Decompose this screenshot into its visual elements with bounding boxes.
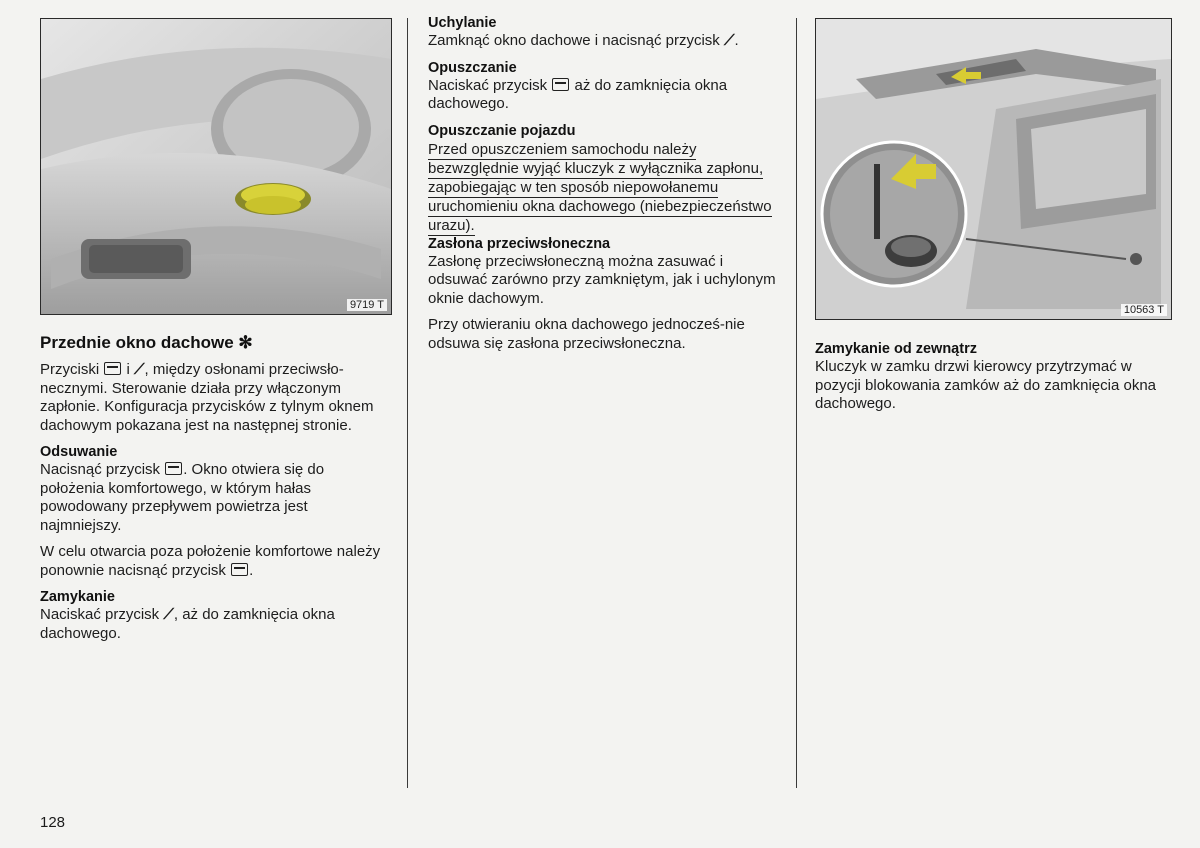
sunroof-tilt-icon: ⟋ (163, 606, 174, 623)
opuszczanie-paragraph (428, 77, 778, 114)
intro-paragraph (40, 361, 390, 435)
odsuwanie-paragraph-2 (40, 543, 390, 580)
sunroof-tilt-icon: ⟋ (723, 32, 735, 49)
zamykanie-text-1: Naciskać przycisk (40, 606, 160, 623)
optional-equipment-mark: ✻ (238, 333, 253, 352)
sunroof-slide-icon (104, 362, 121, 375)
figure-code: 9719 T (347, 299, 387, 311)
right-column (815, 340, 1170, 414)
sunroof-slide-icon (165, 462, 182, 475)
intro-text-1: Przyciski (40, 361, 100, 378)
sunroof-tilt-icon: ⟋ (134, 361, 145, 378)
car-door-lock-figure (815, 18, 1172, 320)
odsuwanie-text-1: Nacisnąć przycisk (40, 461, 161, 478)
odsuwanie-paragraph-1 (40, 461, 390, 535)
warning-paragraph (428, 140, 778, 235)
odsuwanie-text-2: . Okno otwiera się do położenia komfortowego, w którym hałas powodowany przepływem powietrza jest najmniejszy. (40, 461, 325, 534)
zamykanie-text-2: , aż do zamknięcia okna dachowego. (40, 606, 335, 642)
opuszczanie-text-2: aż do zamknięcia okna dachowego. (428, 76, 728, 112)
odsuwanie-text-3: W celu otwarcia poza położenie komfortowe należy ponownie nacisnąć przycisk (40, 543, 381, 579)
zamykanie-paragraph (40, 606, 390, 643)
intro-text-2: i (126, 361, 130, 378)
middle-column (428, 14, 778, 353)
roof-console-figure (40, 18, 392, 315)
uchylanie-paragraph (428, 32, 778, 51)
uchylanie-heading: Uchylanie (428, 15, 497, 31)
sunroof-close-icon (552, 78, 569, 91)
section-title (40, 333, 253, 353)
zamykanie-od-zewnatrz-paragraph: Kluczyk w zamku drzwi kierowcy przytrzymać w pozycji blokowania zamków aż do zamknięcia okna dachowego. (815, 358, 1157, 412)
roof-console-illustration (41, 19, 391, 314)
zaslona-paragraph-1: Zasłonę przeciwsłoneczną można zasuwać i odsuwać zarówno przy zamkniętym, jak i uchylonym oknie dachowym. (428, 252, 776, 307)
odsuwanie-heading: Odsuwanie (40, 444, 118, 460)
zamykanie-od-zewnatrz-heading: Zamykanie od zewnątrz (815, 341, 977, 357)
odsuwanie-text-4: . (249, 561, 254, 579)
intro-text-3: , między osłonami przeciwsło-necznymi. Sterowanie działa przy włączonym zapłonie. Konfiguracja przycisków z tylnym oknem dachowym pokazana jest na następnej stronie. (40, 361, 374, 434)
opuszczanie-heading: Opuszczanie (428, 59, 517, 76)
page-number: 128 (40, 814, 66, 831)
uchylanie-text-2: . (734, 32, 739, 49)
zaslona-heading: Zasłona przeciwsłoneczna (428, 235, 611, 252)
sunroof-slide-icon (231, 563, 248, 576)
warning-text: Przed opuszczeniem samochodu należy bezwzględnie wyjąć kluczyk z wyłącznika zapłonu, zapobiegając w ten sposób niepowołanemu uruchomieniu okna dachowego (niebezpieczeństwo urazu). (428, 140, 772, 234)
car-exterior-illustration (816, 19, 1171, 319)
column-divider (407, 18, 408, 788)
opuszczanie-pojazdu-heading: Opuszczanie pojazdu (428, 122, 576, 139)
intro-block (40, 361, 390, 643)
section-title-text: Przednie okno dachowe (40, 333, 234, 352)
column-divider (796, 18, 797, 788)
figure-code: 10563 T (1121, 304, 1167, 316)
zaslona-paragraph-2: Przy otwieraniu okna dachowego jednocześ-nie odsuwa się zasłona przeciwsłoneczna. (428, 316, 745, 352)
opuszczanie-text-1: Naciskać przycisk (428, 76, 548, 94)
zamykanie-heading: Zamykanie (40, 589, 115, 605)
uchylanie-text-1: Zamknąć okno dachowe i nacisnąć przycisk (428, 32, 720, 49)
